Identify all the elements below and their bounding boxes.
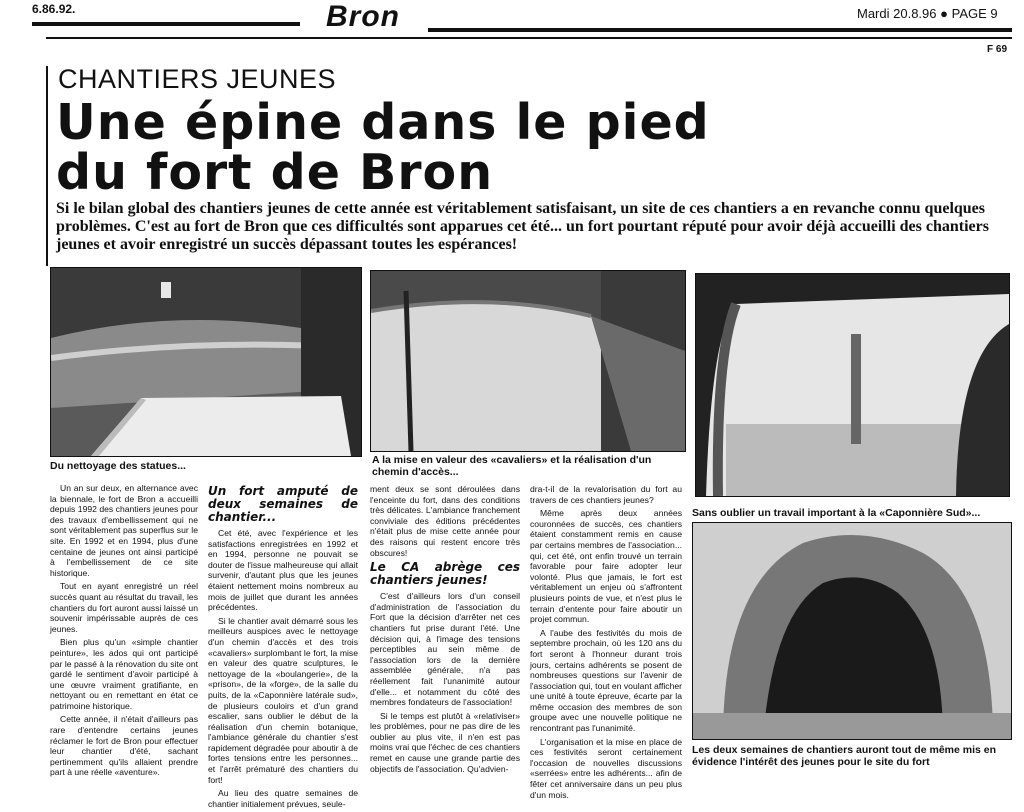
column-2 bbox=[208, 485, 358, 812]
caption-photo-1: Du nettoyage des statues... bbox=[50, 460, 186, 472]
section-title: Bron bbox=[326, 0, 400, 33]
paragraph: L'organisation et la mise en place de ces festivités seront certainement l'occasion de nouvelles discussions «serrées» entre les adhérents... afin de fêter cet anniversaire dans un peu plus d'un mois. bbox=[530, 736, 682, 800]
page-reference: F 69 bbox=[987, 44, 1008, 55]
page-date bbox=[857, 6, 998, 21]
caption-photo-2: A la mise en valeur des «cavaliers» et la réalisation d'un chemin d'accès... bbox=[372, 454, 652, 478]
column-1 bbox=[50, 483, 198, 781]
kicker: CHANTIERS JEUNES bbox=[58, 64, 337, 94]
headline bbox=[56, 94, 710, 201]
paragraph: Au lieu des quatre semaines de chantier initialement prévues, seule- bbox=[208, 788, 358, 809]
paragraph: ment deux se sont déroulées dans l'enceinte du fort, dans des conditions très délicates. L'ambiance franchement conviviale des éditions précédentes n'était plus de mise cette année pour des raisons qui restent encore très obscures! bbox=[370, 484, 520, 558]
paragraph: Cette année, il n'était d'ailleurs pas rare d'entendre certains jeunes réclamer le fort de Bron pour effectuer leur chantier d'été, sachant pertinemment qu'ils allaient prendre part à une réelle «aventure». bbox=[50, 714, 198, 778]
paragraph: Cet été, avec l'expérience et les satisfactions enregistrées en 1992 et en 1994, personne ne pouvait se douter de l'issue malheureuse qui allait survenir, d'autant plus que les jeunes étaient nettement moins nombreux au mois de juillet que durant les années précédentes. bbox=[208, 528, 358, 613]
paragraph: A l'aube des festivités du mois de septembre prochain, où les 120 ans du fort seront à l'honneur durant trois jours, certains adhérents se posent de nombreuses questions sur l'avenir de l'association qui, tout en voulant afficher une unité à toute épreuve, écarte par la même occasion des membres de son groupe avec une nouvelle politique ne rencontrant pas l'unanimité. bbox=[530, 627, 682, 734]
paragraph: Même après deux années couronnées de succès, ces chantiers étaient constamment remis en cause par certains membres de l'association... qui, cet été, ont enfin trouvé un terrain favorable pour faire adopter leur volonté. Plus que jamais, le fort est véritablement un enjeu où s'affrontent plusieurs points de vue, et n'est plus le terrain d'entente pour faire aboutir un projet commun. bbox=[530, 508, 682, 625]
paragraph: Bien plus qu'un «simple chantier peinture», les ados qui ont participé par le passé à la rénovation du site ont gardé le sentiment d'avoir participé à une œuvre vraiment gratifiante, en nettoyant ou en remettant en état ce patrimoine historique. bbox=[50, 637, 198, 711]
paragraph: Tout en ayant enregistré un réel succès quant au résultat du travail, les chantiers du fort auront aussi laissé un souvenir impérissable auprès de ces jeunes. bbox=[50, 581, 198, 634]
lead-paragraph: Si le bilan global des chantiers jeunes de cette année est véritablement satisfaisant, un site de ces chantiers a en revanche connu quelques problèmes. C'est au fort de Bron que ces difficultés sont apparues cet été... un fort pourtant réputé pour avoir déjà accueilli des chantiers jeunes et avoir enregistré un succès dépassant toutes les espérances! bbox=[56, 200, 989, 253]
margin-rule bbox=[46, 66, 48, 266]
header-rule-left bbox=[32, 22, 300, 26]
publication-date: Mardi 20.8.96 bbox=[857, 6, 937, 21]
paragraph: dra-t-il de la revalorisation du fort au travers de ces chantiers jeunes? bbox=[530, 484, 682, 505]
page-number: PAGE 9 bbox=[951, 6, 998, 21]
photo-statue bbox=[50, 267, 362, 457]
issue-date: 6.86.92. bbox=[32, 2, 76, 16]
headline-line-1: Une épine dans le pied bbox=[56, 94, 710, 151]
paragraph: Un an sur deux, en alternance avec la biennale, le fort de Bron a accueilli depuis 1992 des chantiers jeunes pour des travaux d'embellissement qui ne sont véritablement pas superflus sur le site. En 1992 et en 1994, plus d'une centaine de jeunes ont ainsi participé à l'embellissement de ce site historique. bbox=[50, 483, 198, 578]
header-rule-right bbox=[428, 28, 1012, 32]
column-4 bbox=[530, 484, 682, 803]
photo-caponniere bbox=[695, 273, 1010, 497]
headline-line-2: du fort de Bron bbox=[56, 144, 494, 201]
photo-tunnel bbox=[692, 522, 1012, 740]
column-3 bbox=[370, 484, 520, 777]
header-rule-bottom bbox=[46, 37, 1012, 39]
subheading: Un fort amputé de deux semaines de chantier... bbox=[208, 484, 358, 524]
photo-cavaliers bbox=[370, 270, 686, 452]
bullet-icon: ● bbox=[940, 6, 948, 21]
paragraph: Si le temps est plutôt à «relativiser» les problèmes, pour ne pas dire de les oublier au plus vite, il n'en est pas moins vrai que l'échec de ces chantiers remet en cause une grande partie des objectifs de l'association. Qu'advien- bbox=[370, 710, 520, 774]
subheading: Le CA abrège ces chantiers jeunes! bbox=[370, 560, 520, 588]
caption-photo-3: Sans oublier un travail important à la «Caponnière Sud»... bbox=[692, 507, 981, 519]
caption-photo-4: Les deux semaines de chantiers auront tout de même mis en évidence l'intérêt des jeunes pour le site du fort bbox=[692, 744, 997, 768]
paragraph: C'est d'ailleurs lors d'un conseil d'administration de l'association du Fort que la décision d'arrêter net ces chantiers fut prise durant l'été. Une décision qui, à l'image des tensions perceptibles au sein même de l'association lors de la dernière assemblée générale, n'a pas réellement fait l'unanimité autour d'elle... et notamment du côté des membres fondateurs de l'association! bbox=[370, 591, 520, 708]
paragraph: Si le chantier avait démarré sous les meilleurs auspices avec le nettoyage d'un chemin d'accès et des trois «cavaliers» surplombant le fort, la mise en valeur des quatre sculptures, le nettoyage de la «boulangerie», de la «prison», de la «forge», de la salle du puits, de la «Caponnière latérale sud», de plusieurs couloirs et d'un grand escalier, sans oublier le début de la réalisation d'un chemin botanique, l'ambiance générale du chantier s'est rapidement dégradée pour aboutir à de fortes tensions entre les personnes... et l'arrêt prématuré des chantiers du fort! bbox=[208, 615, 358, 785]
